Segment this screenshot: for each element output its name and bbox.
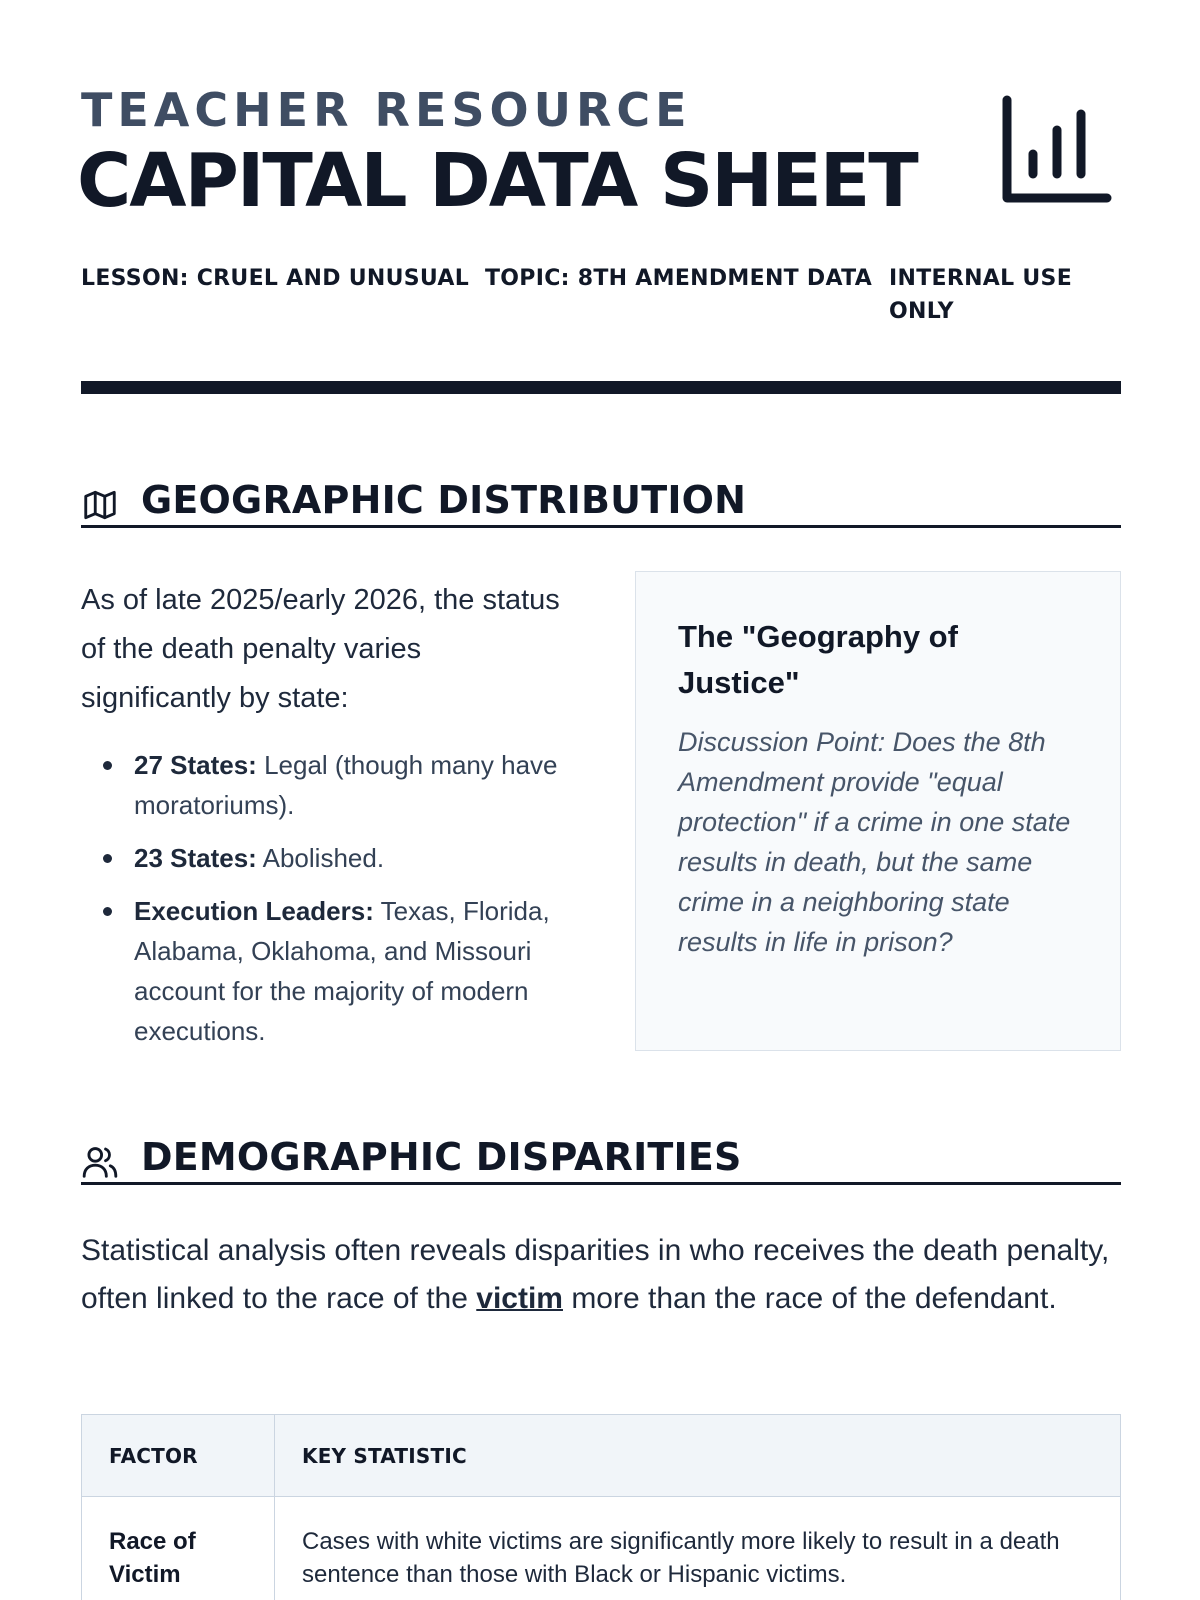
demographic-lead: Statistical analysis often reveals disparities in who receives the death penalty, often linked to the race of the victim more than the race of the defendant. [81,1234,1110,1315]
header-kicker: TEACHER RESOURCE [81,83,692,137]
list-item: Execution Leaders: Texas, Florida, Alabama, Oklahoma, and Missouri account for the majority of modern executions. [81,891,561,1051]
table-header-row [82,1415,1121,1497]
discussion-callout [635,571,1121,1051]
column-header-statistic: KEY STATISTIC [275,1415,1121,1497]
geographic-text [81,576,561,1064]
meta-lesson: LESSON: CRUEL AND UNUSUAL [81,266,470,291]
section-demographic-heading [81,1135,1121,1185]
header-divider [81,381,1121,394]
callout-text: Discussion Point: Does the 8th Amendment provide "equal protection" if a crime in one state results in death, but the same crime in a neighboring state results in life in prison? [678,727,1071,957]
table-row [82,1497,1121,1600]
emphasis-victim: victim [476,1282,563,1315]
column-header-factor: FACTOR [82,1415,275,1497]
section-geographic-heading [81,478,1121,528]
disparities-table [81,1414,1121,1600]
users-icon [81,1143,119,1181]
page-title: CAPITAL DATA SHEET [77,138,917,224]
header-meta [81,262,1121,328]
cell-factor: Race of Victim [82,1497,275,1600]
list-item: 27 States: Legal (though many have moratoriums). [81,745,561,825]
geographic-lead: As of late 2025/early 2026, the status of the death penalty varies significantly by state: [81,584,560,714]
map-icon [81,486,119,524]
bar-chart-icon [999,94,1113,208]
section-title: DEMOGRAPHIC DISPARITIES [141,1135,742,1179]
state-list [81,745,561,1051]
section-title: GEOGRAPHIC DISTRIBUTION [141,478,747,522]
callout-title: The "Geography of Justice" [678,619,958,700]
cell-statistic: Cases with white victims are significantly more likely to result in a death sentence than those with Black or Hispanic victims. [275,1497,1121,1600]
list-item: 23 States: Abolished. [81,838,561,878]
meta-topic: TOPIC: 8TH AMENDMENT DATA [485,266,873,291]
meta-classification: INTERNAL USE ONLY [889,266,1073,324]
